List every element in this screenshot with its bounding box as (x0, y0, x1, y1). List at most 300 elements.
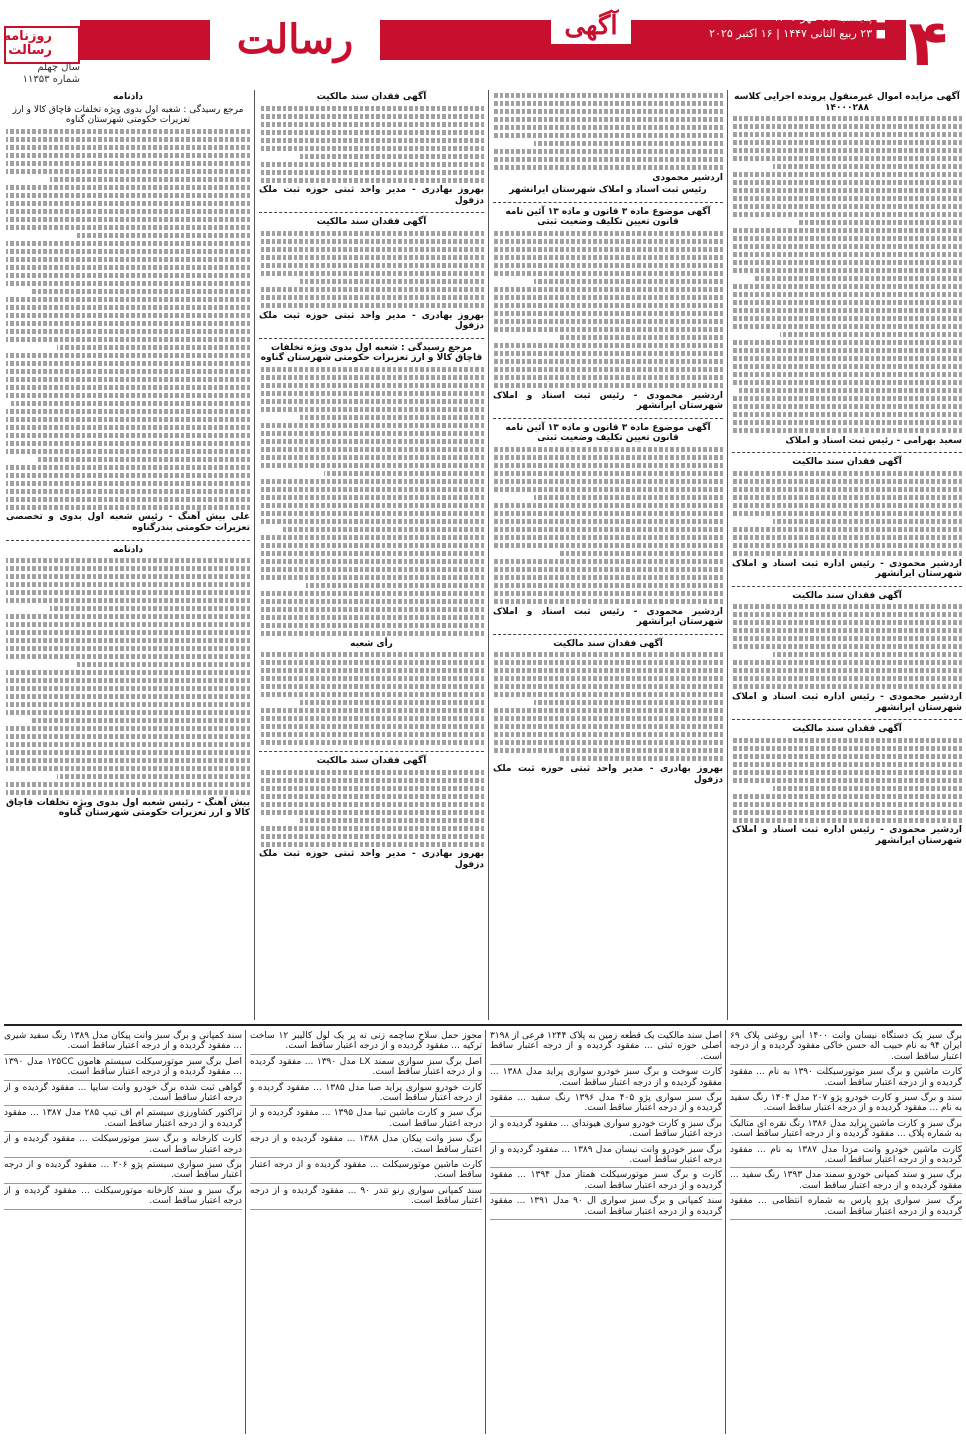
column-divider (254, 90, 255, 1020)
notice-signature: اردشیر محمودی - رئیس اداره ثبت اسناد و املاک شهرستان ایرانشهر (732, 558, 962, 580)
notice (259, 217, 484, 331)
notice-signature: بهروز بهادری - مدیر واحد ثبتی حوزه ثبت ملک دزفول (259, 849, 484, 870)
notice-signature: اردشیر محمودی - رئیس اداره ثبت اسناد و املاک شهرستان ایرانشهر (732, 825, 962, 846)
text-line (493, 109, 723, 114)
text-line (732, 420, 962, 425)
notice-body (493, 652, 723, 761)
lost-item-notice: برگ سبز وانت پیکان مدل ۱۳۸۸ ... مفقود گردیده و از درجه اعتبار ساقط است. (250, 1133, 482, 1158)
text-line (6, 646, 250, 651)
column-divider (488, 90, 489, 1020)
text-line (324, 471, 484, 476)
notice-subtitle: رأی شعبه (350, 638, 393, 649)
text-line (732, 284, 962, 289)
text-line (773, 164, 962, 169)
text-line (493, 319, 723, 324)
lost-item-notice: کارت ماشین موتورسیکلت ... مفقود گردیده و از درجه اعتبار ساقط است. (250, 1159, 482, 1184)
lost-item-notice: گواهی ثبت شده برگ خودرو وانت سایپا ... مفقود گردیده و از درجه اعتبار ساقط است. (4, 1082, 242, 1107)
text-line (493, 559, 723, 564)
text-line (50, 606, 250, 611)
text-line (6, 185, 250, 190)
text-line (6, 393, 250, 398)
text-line (6, 433, 250, 438)
text-line (493, 133, 723, 138)
text-line (737, 388, 962, 393)
text-line (732, 252, 962, 257)
text-line (732, 308, 962, 313)
text-line (259, 170, 484, 175)
column-2 (493, 90, 723, 1020)
lost-item-notice: تراکتور کشاورزی سیستم ام اف تیپ ۲۸۵ مدل ۱۳۸۷ ... مفقود گردیده و از درجه اعتبار ساقط است. (4, 1107, 242, 1132)
text-line (732, 676, 962, 681)
notice-body (732, 738, 962, 823)
text-line (732, 535, 962, 540)
text-line (560, 335, 723, 340)
text-line (493, 740, 723, 745)
notice-title: آگهی فقدان سند مالکیت (316, 217, 427, 228)
text-line (493, 479, 723, 484)
text-line (732, 738, 962, 743)
text-line (780, 332, 962, 337)
column-3 (259, 90, 484, 1020)
text-line (300, 700, 485, 705)
notice (732, 591, 962, 713)
text-line (732, 148, 962, 153)
text-line (6, 129, 250, 134)
text-line (773, 519, 962, 524)
text-line (6, 409, 250, 414)
text-line (6, 702, 250, 707)
notice-title: آگهی موضوع ماده ۳ قانون و ماده ۱۳ آئین نامه قانون تعیین تکلیف وضعیت ثبتی (505, 422, 711, 444)
divider (732, 719, 962, 720)
text-line (732, 412, 962, 417)
text-line (732, 479, 962, 484)
text-line (259, 146, 484, 151)
text-line (732, 778, 962, 783)
text-line (6, 790, 250, 795)
text-line (493, 471, 723, 476)
text-line (259, 239, 484, 244)
text-line (259, 263, 484, 268)
text-line (493, 287, 723, 292)
text-line (6, 449, 250, 454)
text-line (259, 487, 484, 492)
text-line (732, 324, 962, 329)
text-line (732, 140, 962, 145)
text-line (732, 116, 962, 121)
notice (732, 92, 962, 446)
lost-item-notice: اصل سند مالکیت یک قطعه زمین به پلاک ۱۲۴۴ فرعی از ۳۱۹۸ اصلی حوزه ثبتی ... مفقود گردیده و از درجه اعتبار ساقط است. (490, 1030, 722, 1065)
text-line (259, 375, 484, 380)
text-line (732, 132, 962, 137)
notice-title: دادنامه (112, 544, 144, 555)
text-line (259, 559, 484, 564)
text-line (259, 255, 484, 260)
lost-item-notice: کارت ماشین و برگ سبز موتورسیکلت ۱۳۹۰ به نام ... مفقود گردیده و از درجه اعتبار ساقط است. (730, 1066, 962, 1091)
column-divider (245, 1030, 246, 1434)
text-line (259, 503, 484, 508)
notice-body (6, 129, 250, 510)
notice (493, 93, 723, 196)
text-line (493, 575, 723, 580)
text-line (259, 367, 484, 372)
text-line (259, 162, 484, 167)
date-line (709, 10, 886, 42)
text-line (6, 337, 250, 342)
text-line (259, 407, 484, 412)
text-line (732, 172, 962, 177)
text-line (259, 652, 484, 657)
text-line (6, 782, 250, 787)
text-line (6, 598, 250, 603)
text-line (732, 620, 962, 625)
text-line (259, 391, 484, 396)
text-line (755, 276, 962, 281)
notice-title: رئیس ثبت اسناد و املاک شهرستان ایرانشهر (509, 185, 707, 196)
text-line (6, 654, 250, 659)
text-line (493, 263, 723, 268)
text-line (300, 154, 485, 159)
notice-body (259, 770, 484, 847)
notice-body (6, 558, 250, 795)
text-line (732, 428, 962, 433)
text-line (732, 348, 962, 353)
notice (493, 639, 723, 785)
notice-body (493, 447, 723, 604)
notice-body (493, 93, 723, 170)
text-line (259, 575, 484, 580)
text-line (732, 612, 962, 617)
text-line (6, 758, 250, 763)
text-line (300, 818, 485, 823)
divider (6, 540, 250, 541)
text-line (732, 471, 962, 476)
text-line (6, 353, 250, 358)
text-line (493, 511, 723, 516)
text-line (259, 543, 484, 548)
text-line (534, 495, 723, 500)
text-line (6, 385, 250, 390)
text-line (11, 401, 250, 406)
text-line (259, 130, 484, 135)
text-line (6, 710, 250, 715)
text-line (493, 455, 723, 460)
text-line (6, 265, 250, 270)
text-line (773, 786, 962, 791)
divider (259, 751, 484, 752)
notice-title: دادنامه (112, 92, 144, 102)
text-line (493, 748, 723, 753)
text-line (259, 138, 484, 143)
text-line (77, 233, 250, 238)
text-line (493, 676, 723, 681)
text-line (732, 684, 962, 689)
text-line (493, 708, 723, 713)
text-line (50, 177, 250, 182)
text-line (259, 802, 484, 807)
text-line (732, 644, 962, 649)
text-line (493, 503, 723, 508)
text-line (6, 281, 250, 286)
notice-body (259, 652, 484, 745)
notice (732, 724, 962, 846)
text-line (732, 487, 962, 492)
text-line (259, 708, 484, 713)
text-line (6, 145, 250, 150)
text-line (6, 273, 250, 278)
text-line (493, 367, 723, 372)
text-line (6, 590, 250, 595)
text-line (259, 740, 484, 745)
notice-signature: اردشیر محمودی (652, 172, 723, 183)
text-line (259, 231, 484, 236)
text-line (493, 660, 723, 665)
text-line (493, 93, 723, 98)
text-line (6, 622, 250, 627)
text-line (493, 231, 723, 236)
text-line (732, 762, 962, 767)
text-line (259, 668, 484, 673)
text-line (493, 343, 723, 348)
column-divider (485, 1030, 486, 1434)
text-line (300, 279, 485, 284)
text-line (493, 447, 723, 452)
text-line (259, 247, 484, 252)
text-line (6, 193, 250, 198)
text-line (6, 582, 250, 587)
text-line (259, 660, 484, 665)
text-line (493, 591, 723, 596)
text-line (493, 599, 723, 604)
lost-item-notice: سند کمپانی و برگ سبز سواری ال ۹۰ مدل ۱۳۹۱ ... مفقود گردیده و از درجه اعتبار ساقط است. (490, 1195, 722, 1220)
text-line (259, 178, 484, 183)
text-line (259, 455, 484, 460)
text-line (259, 431, 484, 436)
text-line (259, 114, 484, 119)
text-line (6, 369, 250, 374)
text-line (493, 692, 723, 697)
text-line (560, 756, 723, 761)
notice-signature: اردشیر محمودی - رئیس اداره ثبت اسناد و املاک شهرستان ایرانشهر (732, 691, 962, 713)
text-line (732, 818, 962, 823)
text-line (732, 628, 962, 633)
text-line (6, 766, 250, 771)
text-line (259, 615, 484, 620)
text-line (534, 700, 723, 705)
date-other: ■ ۲۳ ربیع الثانی ۱۴۴۷ | ۱۶ اکتبر ۲۰۲۵ (709, 27, 886, 40)
text-line (6, 321, 250, 326)
notice-signature: سعید بهرامی - رئیس ثبت اسناد و املاک (785, 435, 962, 446)
notice-signature: بهروز بهادری - مدیر واحد ثبتی حوزه ثبت ملک دزفول (259, 310, 484, 332)
notice-body (259, 367, 484, 636)
notice-body (259, 231, 484, 308)
text-line (6, 497, 250, 502)
text-line (6, 473, 250, 478)
text-line (6, 734, 250, 739)
lost-item-notice: سند کمپانی سواری رنو تندر ۹۰ ... مفقود گردیده و از درجه اعتبار ساقط است. (250, 1185, 482, 1210)
text-line (6, 481, 250, 486)
text-line (732, 810, 962, 815)
lost-item-notice: اصل برگ سبز سواری سمند LX مدل ۱۳۹۰ ... مفقود گردیده و از درجه اعتبار ساقط است. (250, 1056, 482, 1081)
text-line (259, 551, 484, 556)
text-line (259, 383, 484, 388)
text-line (259, 631, 484, 636)
text-line (259, 439, 484, 444)
text-line (732, 364, 962, 369)
notice-body (732, 116, 962, 433)
lost-items-column-4 (4, 1030, 242, 1434)
text-line (259, 810, 484, 815)
text-line (259, 295, 484, 300)
text-line (6, 505, 250, 510)
text-line (6, 614, 250, 619)
text-line (57, 345, 250, 350)
text-line (493, 668, 723, 673)
text-line (6, 137, 250, 142)
text-line (732, 746, 962, 751)
text-line (732, 292, 962, 297)
lost-item-notice: برگ سبز و سند کمپانی خودرو سمند مدل ۱۳۹۳ رنگ سفید ... مفقود گردیده و از درجه اعتبار ساقط است. (730, 1169, 962, 1194)
text-line (6, 425, 250, 430)
notice (493, 207, 723, 412)
text-line (259, 287, 484, 292)
notice (259, 756, 484, 870)
divider (493, 634, 723, 635)
text-line (732, 404, 962, 409)
text-line (6, 225, 250, 230)
notice-title: آگهی موضوع ماده ۳ قانون و ماده ۱۳ آئین نامه قانون تعیین تکلیف وضعیت ثبتی (505, 206, 711, 228)
text-line (259, 724, 484, 729)
text-line (6, 209, 250, 214)
text-line (259, 479, 484, 484)
text-line (259, 567, 484, 572)
lost-item-notice: برگ سبز خودرو وانت نیسان مدل ۱۳۸۹ ... مفقود گردیده و از درجه اعتبار ساقط است. (490, 1144, 722, 1169)
column-1 (732, 90, 962, 1020)
text-line (732, 268, 962, 273)
text-line (493, 359, 723, 364)
text-line (732, 228, 962, 233)
text-line (732, 495, 962, 500)
text-line (30, 718, 250, 723)
page-number: ۴ (908, 7, 948, 81)
text-line (493, 487, 723, 492)
text-line (773, 652, 962, 657)
divider (493, 202, 723, 203)
text-line (493, 543, 723, 548)
text-line (6, 201, 250, 206)
text-line (259, 591, 484, 596)
lost-item-notice: برگ سبز و کارت خودرو سواری هیوندای ... مفقود گردیده و از درجه اعتبار ساقط است. (490, 1118, 722, 1143)
notice-signature: اردشیر محمودی - رئیس ثبت اسناد و املاک شهرستان ایرانشهر (493, 390, 723, 412)
text-line (732, 236, 962, 241)
column-4 (6, 90, 250, 1020)
text-line (6, 161, 250, 166)
text-line (493, 125, 723, 130)
notice-signature: بهروز بهادری - مدیر واحد ثبتی حوزه ثبت ملک دزفول (259, 185, 484, 206)
text-line (259, 834, 484, 839)
text-line (732, 794, 962, 799)
text-line (493, 351, 723, 356)
text-line (6, 297, 250, 302)
notice-title: آگهی فقدان سند مالکیت (316, 92, 427, 102)
lost-item-notice: سند و برگ سبز و کارت خودرو پژو ۲۰۷ مدل ۱۴۰۴ رنگ سفید به نام ... مفقود گردیده و از درجه اعتبار ساقط است. (730, 1092, 962, 1117)
text-line (6, 217, 250, 222)
notice (259, 343, 484, 745)
notice (6, 545, 250, 819)
lost-item-notice: کارت و برگ سبز موتورسیکلت همتاز مدل ۱۳۹۴ ... مفقود گردیده و از درجه اعتبار ساقط است. (490, 1169, 722, 1194)
text-line (493, 255, 723, 260)
text-line (732, 372, 962, 377)
text-line (6, 558, 250, 563)
text-line (6, 489, 250, 494)
text-line (259, 676, 484, 681)
text-line (493, 535, 723, 540)
text-line (300, 415, 485, 420)
notice (6, 92, 250, 534)
text-line (493, 463, 723, 468)
text-line (732, 636, 962, 641)
text-line (6, 742, 250, 747)
text-line (259, 732, 484, 737)
notice (259, 92, 484, 206)
lost-item-notice: برگ سبز و کارت ماشین تیبا مدل ۱۳۹۵ ... مفقود گردیده و از درجه اعتبار ساقط است. (250, 1107, 482, 1132)
lost-item-notice: برگ سبز سواری پژو پارس به شماره انتظامی ... مفقود گردیده و از درجه اعتبار ساقط است. (730, 1195, 962, 1220)
lost-items-column-2 (490, 1030, 722, 1434)
text-line (259, 303, 484, 308)
text-line (493, 519, 723, 524)
text-line (732, 503, 962, 508)
text-line (259, 684, 484, 689)
text-line (38, 457, 250, 462)
text-line (6, 329, 250, 334)
notice-signature: علی بیش آهنگ - رئیس شعبه اول بدوی و تخصصی تعزیرات حکومتی بندرگناوه (6, 512, 250, 533)
text-line (732, 770, 962, 775)
text-line (259, 519, 484, 524)
lost-item-notice: برگ سبز یک دستگاه نیسان وانت ۱۴۰۰ آبی روغنی پلاک ۶۹ ایران ۹۴ به نام حبیب اله حسن خاکی مفقود گردیده و از درجه اعتبار ساقط است. (730, 1030, 962, 1065)
divider (732, 586, 962, 587)
lost-item-notice: برگ سبز سواری سیستم پژو ۲۰۶ ... مفقود گردیده و از درجه اعتبار ساقط است. (4, 1159, 242, 1184)
lost-item-notice: اصل برگ سبز موتورسیکلت سیستم هامون ۱۲۵CC مدل ۱۳۹۰ ... مفقود گردیده و از درجه اعتبار ساقط است. (4, 1056, 242, 1081)
column-divider (725, 1030, 726, 1434)
text-line (259, 447, 484, 452)
text-line (732, 204, 962, 209)
issue-year: سال چهلم (37, 62, 80, 73)
text-line (259, 770, 484, 775)
text-line (493, 375, 723, 380)
text-line (732, 551, 962, 556)
notice-title: آگهی فقدان سند مالکیت (553, 638, 663, 649)
text-line (732, 511, 962, 516)
text-line (259, 463, 484, 468)
text-line (493, 311, 723, 316)
text-line (6, 361, 250, 366)
text-line (534, 279, 723, 284)
text-line (259, 122, 484, 127)
text-line (6, 574, 250, 579)
text-line (493, 527, 723, 532)
text-line (6, 153, 250, 158)
text-line (493, 247, 723, 252)
newspaper-logo: رسالت (210, 12, 380, 68)
text-line (6, 566, 250, 571)
text-line (259, 623, 484, 628)
text-line (493, 157, 723, 162)
text-line (30, 289, 250, 294)
text-line (6, 417, 250, 422)
text-line (259, 692, 484, 697)
text-line (560, 551, 723, 556)
lost-item-notice: برگ سبز سواری پژو ۴۰۵ مدل ۱۳۹۶ رنگ سفید ... مفقود گردیده و از درجه اعتبار ساقط است. (490, 1092, 722, 1117)
notice-signature: بهروز بهادری - مدیر واحد ثبتی حوزه ثبت ملک دزفول (493, 763, 723, 785)
